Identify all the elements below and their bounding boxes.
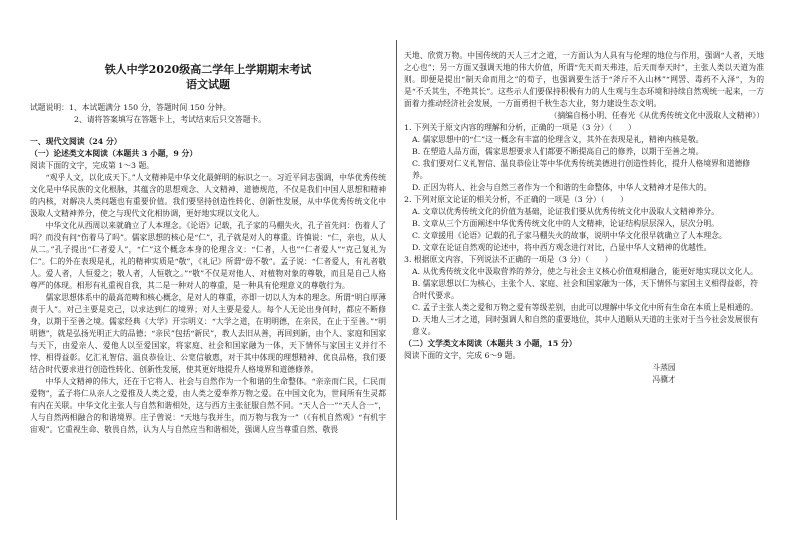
part1-heading: （一）论述类文本阅读（本题共 3 小题，9 分） [30,149,198,158]
part1-intro: 阅读下面的文字，完成第 1～3 题。 [30,161,155,170]
option: C. 文章援用《论语》记载的孔子家马棚失火的故事，说明中华文化很早就确立了人本理念。 [412,231,727,240]
option: C. 我们要对仁义礼智信、温良恭俭让等中华优秀传统美德进行创造性转化，提升人格境界和道德修养。 [412,159,751,180]
option: C. 孟子主张人类之爱和万物之爱有等级差别，由此可以理解中华文化中所有生命在本质上是相通的。 [412,303,758,312]
column-divider [396,40,397,520]
instruction-line-2: 2、请将答案填写在答题卡上，考试结束后只交答题卡。 [74,115,267,124]
part2-heading: （二）文学类文本阅读（本题共 3 小题，15 分） [404,339,577,348]
question-stem: 1. 下列关于原文内容的理解和分析，正确的一项是（3 分）（ ） [404,123,636,132]
right-column [404,50,764,386]
exam-title: 铁人中学2020级高二学年上学期期末考试 [104,63,312,76]
story-author: 冯骥才 [652,375,676,384]
option: D. 天地人三才之道，同时强调人和自然的重要地位，其中人道顺从天道的主张对于当今社会发展很有意义。 [412,315,759,336]
left-column [30,0,386,436]
question-stem: 2. 下列对原文论证的相关分析，不正确的一项是（3 分）（ ） [404,195,628,204]
option: A. 文章以优秀传统文化的价值为基础，论证我们要从优秀传统文化中汲取人文精神养分。 [412,207,719,216]
question-stem: 3. 根据原文内容，下列说法不正确的一项是（3 分）（ ） [404,255,613,264]
option: B. 文章从三个方面阐述中华优秀传统文化中的人文精神，论证结构层层深入，层次分明。 [412,219,719,228]
option: D. 正因为将人、社会与自然三者作为一个和谐的生命整体，中华人文精神才是伟大的。 [412,183,712,192]
option: A. 儒家思想中的“仁”这一概念有丰富的伦理含义，其外在表现是礼，精神内核是敬。 [412,135,704,144]
story-title: 斗蒸园 [652,363,676,372]
source-citation: （摘编自杨小明、任春光《从优秀传统文化中汲取人文精神》） [549,111,764,120]
instruction-line-1: 试题说明：1、本试题满分 150 分，答题时间 150 分钟。 [30,103,231,112]
paragraph-continued: 天地、欣赏万物。中国传统的天人三才之道，一方面认为人具有与伦理的地位与作用，强调“人者，天地之心也”；另一方面又强调天地的伟大价值，所谓“先天而天弗违，后天而奉天时”，主张人类以天道为准则。即便是提出“制天命而用之”的荀子，也强调要生活于“斧斤不入山林”“网罟、毒药不入泽”，为的是“不夭其生，不绝其长”。这些示人们要保持积极有力的人生观与生态环境和持续自然观统一起来，一方面着力推动经济社会发展，一方面勇担千秋生态大业，努力建设生态文明。 [404,51,764,108]
paragraph: “观乎人文，以化成天下。”人文精神是中华文化最鲜明的标识之一。习近平同志强调，中华优秀传统文化是中华民族的文化根脉，其蕴含的思想观念、人文精神、道德规范，不仅是我们中国人思想和精神的内核，对解决人类问题也有重要价值。我们要坚持创造性转化、创新性发展，从中华优秀传统文化中汲取人文精神养分，使之与现代文化相协调，更好地实现以文化人。 [30,173,386,218]
paragraph: 中华文化从西周以来就确立了人本理念。《论语》记载，孔子家的马棚失火，孔子首先问：伤着人了吗？而没有问“伤着马了吗”。儒家思想的核心是“仁”，孔子就是对人的尊重。许慎说：“仁，亲也，从人从二。”孔子提出“仁者爱人”，“仁”这个概念本身的伦理含义：“仁者，人也”“仁者爱人”“克己复礼为仁”。仁的外在表现是礼，礼的精神实质是“敬”，《礼记》所谓“毋不敬”。孟子说：“仁者爱人，有礼者敬人。爱人者，人恒爱之；敬人者，人恒敬之。”“敬”不仅是对他人、对植物对象的尊敬，而且是自己人格尊严的体现。相形有礼重视自我，其二是一种对人的尊重，是一种具有伦理意义的尊敬行为。 [30,221,386,290]
paragraph: 中华人文精神的伟大，还在于它将人、社会与自然作为一个和谐的生命整体。“亲亲而仁民，仁民而爱物”，孟子将仁从亲人之爱推及人类之爱，由人类之爱奉养万物之爱。在中国文化为，世间所有生灵都有内在关联。中华文化主张人与自然和谐相处，这与西方主张征服自然不同。“天人合一”“天人合一”，人与自然两相融合的和谐境界。庄子曾说：“天地与我并生，而万物与我为一”（《有机自然观》“有机宇宙观”。它重视生命、敬畏自然，认为人与自然应当和谐相处，强调人应当尊重自然、敬畏 [30,377,386,434]
option: A. 从优秀传统文化中汲取营养的养分，使之与社会主义核心价值观相融合，能更好地实现以文化人。 [412,267,758,276]
part2-intro: 阅读下面的文字，完成 6～9 题。 [404,351,521,360]
option: B. 儒家思想以仁为核心，主张个人、家庭、社会和国家融为一体，天下情怀与家国主义相得益彰，符合时代要求。 [412,279,758,300]
exam-subtitle: 语文试题 [186,78,230,91]
section-heading: 一、现代文阅读（24 分） [30,137,122,146]
option: D. 文章在论证自然观的论述中，将中西方观念进行对比，凸显中华人文精神的优越性。 [412,243,712,252]
option: B. 在塑造人品方面，儒家思想要求人们都要不断提高自己的修养，以期于至善之境。 [412,147,704,156]
paragraph: 儒家思想体系中的最高范畴和核心概念，是对人的尊重，亦即一切以人为本的理念。所谓“明白厚薄责于人”。对己主要是克己，以求达到仁的境界；对人主要是爱人。每个人无论出身何时，都应不断修身，以期于至善之境。儒家经典《大学》开宗明义：“大学之道，在明明德，在亲民，在止于至善。”“明明德”，就是弘扬光明正大的品德；“亲民”包括“新民”，教人去旧从善，再回到新，由个人、家庭和国家与天下，由爱亲人、爱他人以至爱国家，将家庭、社会和国家融为一体，天下情怀与家国主义并行不悖、相得益彰。亿汇礼智信、温良恭俭让、公宽信敏惠，对于其中体现的理想精神、优良品格，我们要结合时代要求进行创造性转化、创新性发展，使其更好地提升人格境界和道德修养。 [30,293,386,374]
